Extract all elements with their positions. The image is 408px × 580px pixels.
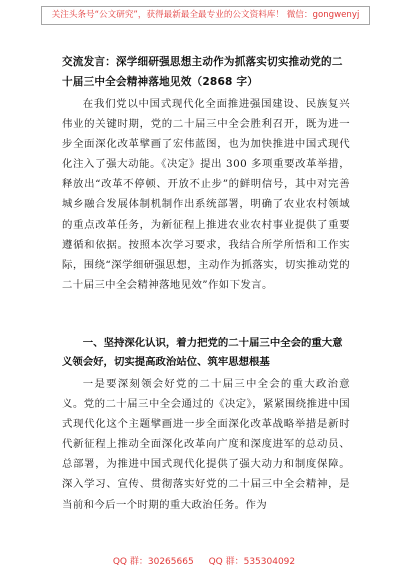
top-banner (0, 0, 408, 34)
footer-qq-group-1: QQ 群：30265665 (112, 557, 194, 567)
paragraph-section-1: 一是要深刻领会好党的二十届三中全会的重大政治意义。党的二十届三中全会通过的《决定》，紧紧围绕推进中国式现代化这个主题擘画进一步全面深化改革战略举措是新时代新征程上推动全面深化改革向广度和深度进军的总动员、总部署，为推进中国式现代化提供了强大动力和制度保障。深入学习、宣传、贯彻落实好党的二十届三中全会精神，是当前和今后一个时期的重大政治任务。作为 (62, 378, 350, 511)
section-heading-1: 一、坚持深化认识，着力把党的二十届三中全会的重大意义领会好，切实提高政治站位、筑牢思想根基 (62, 337, 343, 368)
banner-notice: 关注头条号“公文研究”，获得最新最全最专业的公文资料库！ 微信：gongwenyj (41, 6, 370, 25)
footer-qq-group-2: QQ 群：535304092 (208, 557, 296, 567)
document-title: 交流发言：深学细研强思想主动作为抓落实切实推动党的二十届三中全会精神落地见效（2868 字） (62, 56, 343, 88)
footer-contacts (0, 552, 408, 572)
paragraph-intro: 在我们党以中国式现代化全面推进强国建设、民族复兴伟业的关键时期，党的二十届三中全会胜利召开，既为进一步全面深化改革擘画了宏伟蓝图，也为加快推进中国式现代化注入了强大动能。《决定》提出 300 多项重要改革举措，释放出“改革不停顿、开放不止步”的鲜明信号，其中对完善城乡融合发展体制机制作出系统部署，明确了农业农村领域的重点改革任务，为新征程上推进农业农村事业提供了重要遵循和依据。按照本次学习要求，我结合所学所悟和工作实际，围绕“深学细研强思想，主动作为抓落实，切实推动党的二十届三中全会精神落地见效”作如下发言。 (62, 98, 350, 291)
